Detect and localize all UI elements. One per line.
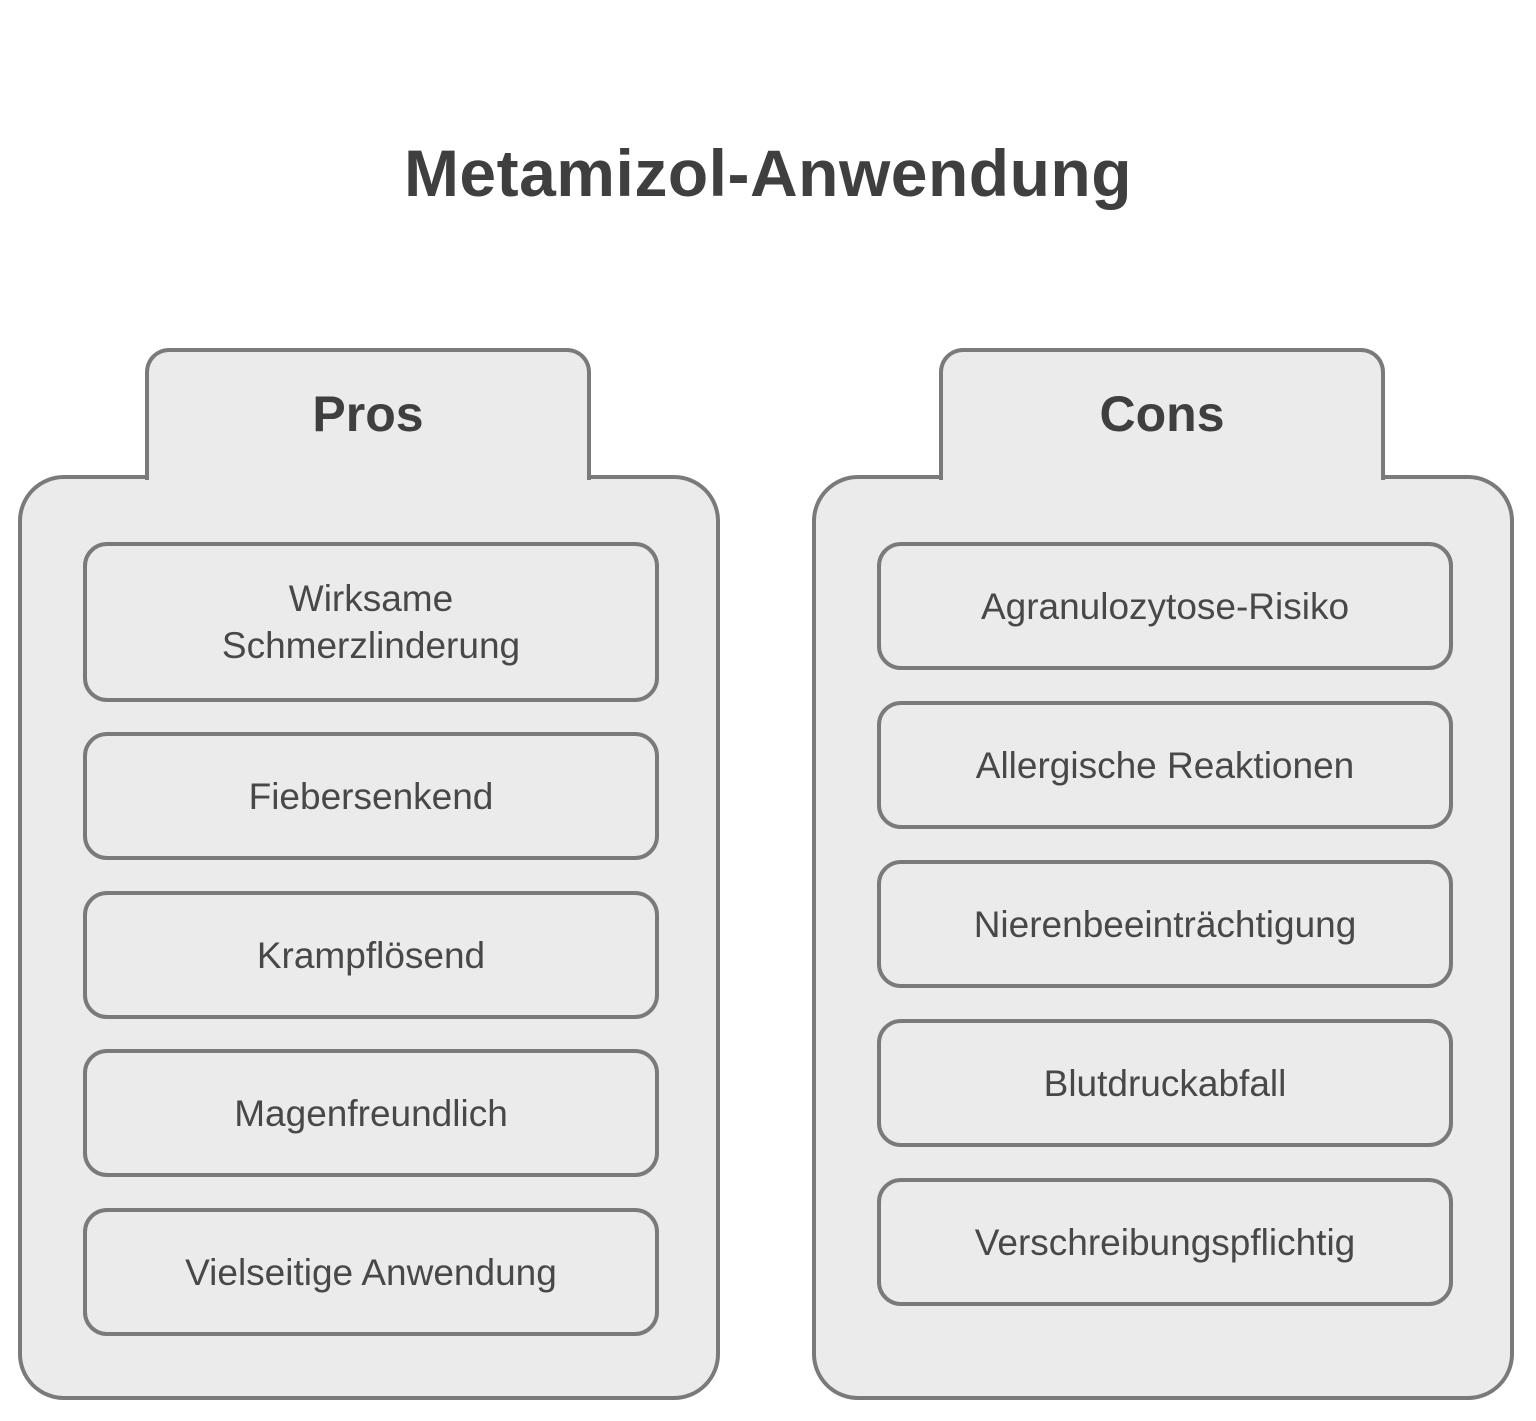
cons-item-label: Blutdruckabfall — [1043, 1062, 1287, 1104]
cons-heading: Cons — [1099, 386, 1225, 442]
cons-item — [877, 1019, 1453, 1147]
pros-panel — [18, 475, 720, 1400]
cons-item-label: Nierenbeeinträchtigung — [973, 903, 1357, 945]
cons-panel — [812, 475, 1514, 1400]
pros-column — [18, 348, 720, 1400]
cons-tab — [939, 348, 1385, 480]
pros-item — [83, 542, 659, 702]
pros-item-label: Vielseitige Anwendung — [185, 1251, 557, 1293]
cons-item — [877, 860, 1453, 988]
pros-item — [83, 1049, 659, 1177]
pros-item-label: Magenfreundlich — [234, 1092, 508, 1134]
cons-item — [877, 701, 1453, 829]
pros-item — [83, 1208, 659, 1336]
cons-item — [877, 1178, 1453, 1306]
pros-tab — [145, 348, 591, 480]
cons-column — [812, 348, 1514, 1400]
pros-item — [83, 732, 659, 860]
pros-item-label: Wirksame Schmerzlinderung — [221, 578, 521, 666]
pros-item-label: Fiebersenkend — [248, 775, 494, 817]
pros-heading: Pros — [312, 386, 424, 442]
cons-item-label: Verschreibungspflichtig — [974, 1221, 1356, 1263]
cons-item-label: Allergische Reaktionen — [975, 744, 1355, 786]
pros-item-label: Krampflösend — [256, 934, 486, 976]
cons-item — [877, 542, 1453, 670]
cons-item-label: Agranulozytose-Risiko — [980, 585, 1350, 627]
diagram-title: Metamizol-Anwendung — [403, 136, 1133, 210]
pros-item — [83, 891, 659, 1019]
